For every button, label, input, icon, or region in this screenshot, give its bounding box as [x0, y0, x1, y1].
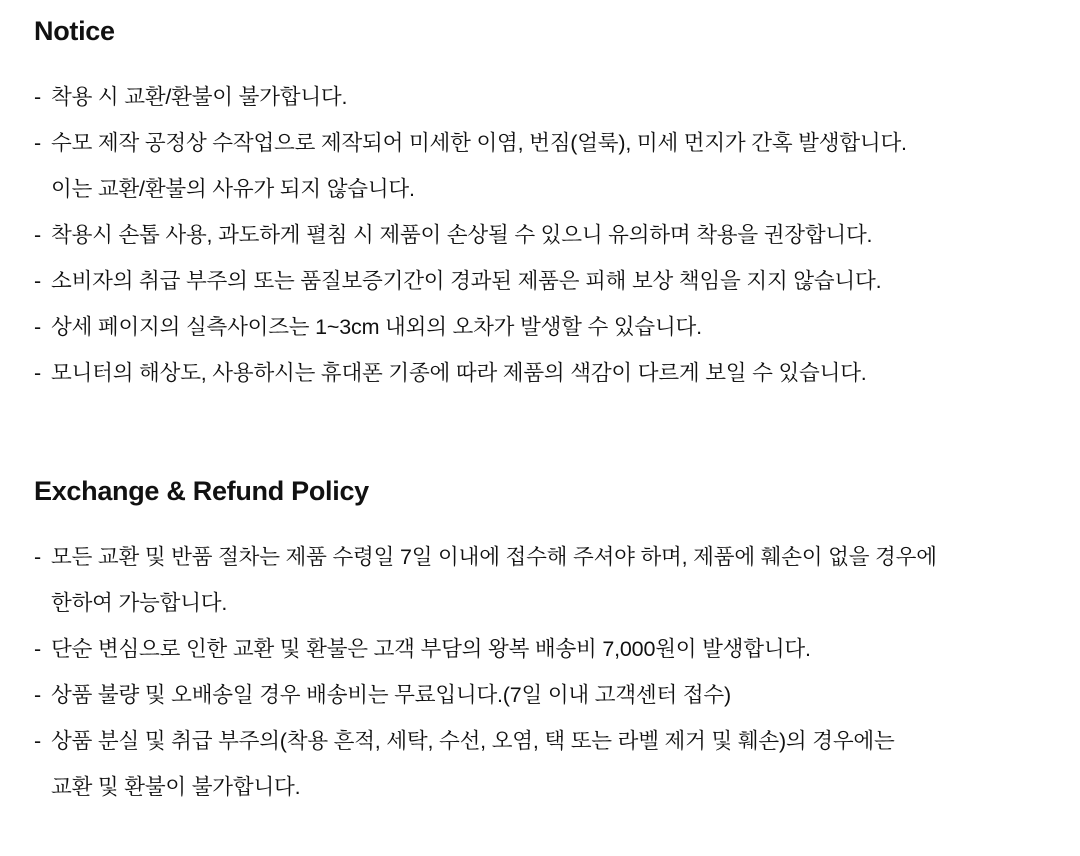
- bullet-dash: -: [34, 315, 41, 339]
- bullet-line: 한하여 가능합니다.: [51, 591, 228, 615]
- bullet-dash: -: [34, 223, 41, 247]
- notice-section: [34, 14, 1052, 396]
- bullet-line: 착용시 손톱 사용, 과도하게 펼침 시 제품이 손상될 수 있으니 유의하며 착용을 권장합니다.: [51, 223, 873, 247]
- policy-list: [34, 534, 1052, 810]
- exchange-refund-policy-section: [34, 474, 1052, 810]
- bullet-dash: -: [34, 361, 41, 385]
- bullet-line: 소비자의 취급 부주의 또는 품질보증기간이 경과된 제품은 피해 보상 책임을 지지 않습니다.: [51, 269, 882, 293]
- list-item: [34, 350, 1052, 396]
- list-item: [34, 626, 1052, 672]
- bullet-dash: -: [34, 637, 41, 661]
- bullet-dash: -: [34, 545, 41, 569]
- notice-heading: Notice: [34, 16, 115, 46]
- bullet-line: 상세 페이지의 실측사이즈는 1~3cm 내외의 오차가 발생할 수 있습니다.: [51, 315, 702, 339]
- bullet-dash: -: [34, 729, 41, 753]
- bullet-line: 이는 교환/환불의 사유가 되지 않습니다.: [51, 177, 415, 201]
- bullet-dash: -: [34, 131, 41, 155]
- list-item: [34, 258, 1052, 304]
- list-item: [34, 120, 1052, 212]
- bullet-line: 수모 제작 공정상 수작업으로 제작되어 미세한 이염, 번짐(얼룩), 미세 먼지가 간혹 발생합니다.: [51, 131, 907, 155]
- bullet-line: 교환 및 환불이 불가합니다.: [51, 775, 301, 799]
- list-item: [34, 672, 1052, 718]
- list-item: [34, 304, 1052, 350]
- bullet-line: 모니터의 해상도, 사용하시는 휴대폰 기종에 따라 제품의 색감이 다르게 보일 수 있습니다.: [51, 361, 867, 385]
- exchange-refund-policy-heading: Exchange & Refund Policy: [34, 476, 369, 506]
- bullet-dash: -: [34, 269, 41, 293]
- list-item: [34, 718, 1052, 810]
- bullet-line: 착용 시 교환/환불이 불가합니다.: [51, 85, 348, 109]
- bullet-line: 단순 변심으로 인한 교환 및 환불은 고객 부담의 왕복 배송비 7,000원이 발생합니다.: [51, 637, 811, 661]
- bullet-line: 모든 교환 및 반품 절차는 제품 수령일 7일 이내에 접수해 주셔야 하며, 제품에 훼손이 없을 경우에: [51, 545, 937, 569]
- notice-list: [34, 74, 1052, 396]
- bullet-dash: -: [34, 683, 41, 707]
- bullet-dash: -: [34, 85, 41, 109]
- bullet-line: 상품 분실 및 취급 부주의(착용 흔적, 세탁, 수선, 오염, 택 또는 라벨 제거 및 훼손)의 경우에는: [51, 729, 895, 753]
- list-item: [34, 212, 1052, 258]
- bullet-line: 상품 불량 및 오배송일 경우 배송비는 무료입니다.(7일 이내 고객센터 접수): [51, 683, 731, 707]
- list-item: [34, 534, 1052, 626]
- list-item: [34, 74, 1052, 120]
